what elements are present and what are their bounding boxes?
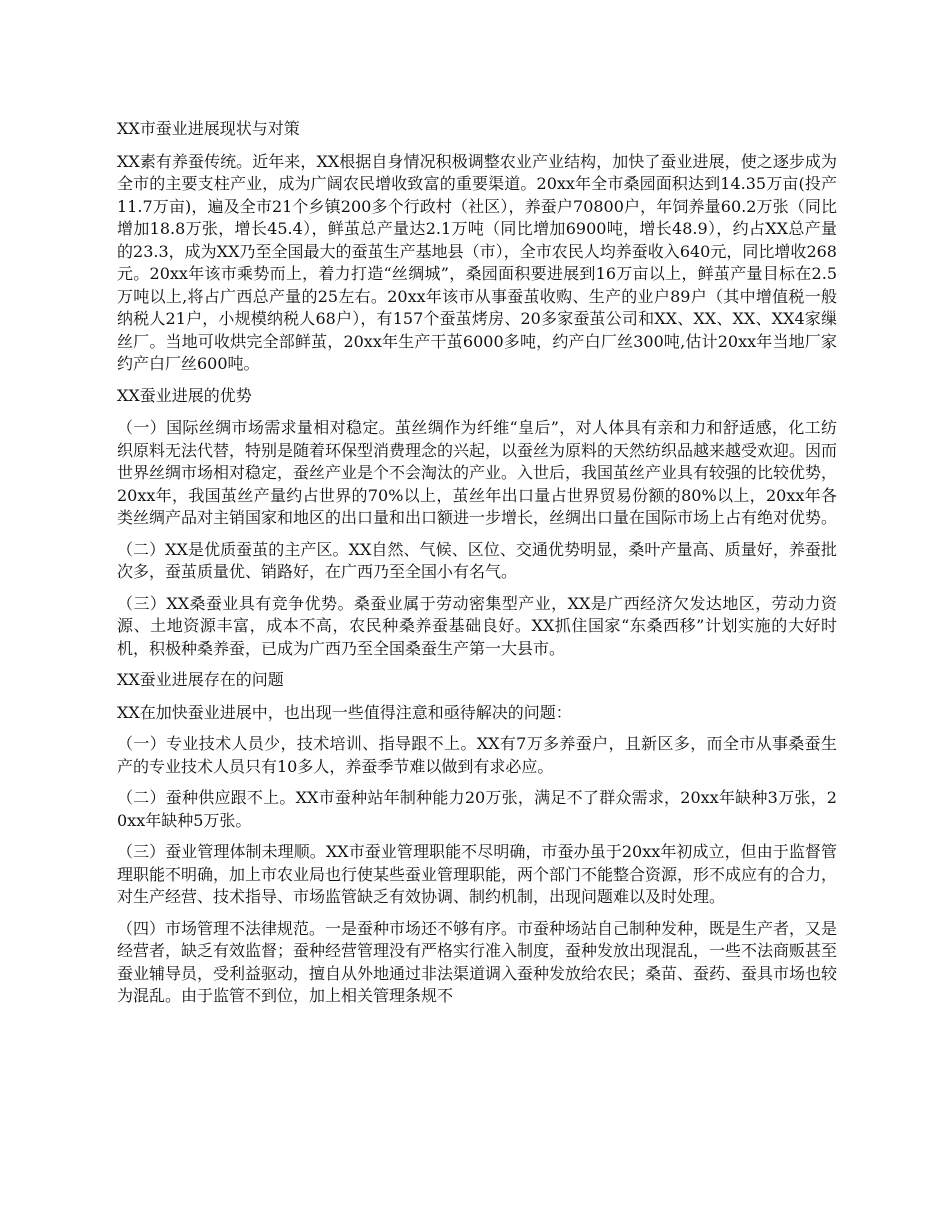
problems-intro-paragraph: XX在加快蚕业进展中，也出现一些值得注意和亟待解决的问题： — [117, 702, 572, 722]
problem-paragraph-1: （一）专业技术人员少，技术培训、指导跟不上。XX有7万多养蚕户，且新区多，而全市从事桑蚕生产的专业技术人员只有10多人，养蚕季节难以做到有求必应。 — [117, 734, 837, 776]
document-page — [117, 118, 837, 1017]
section-heading-advantages: XX蚕业进展的优势 — [117, 385, 252, 405]
advantage-paragraph-3: （三）XX桑蚕业具有竞争优势。桑蚕业属于劳动密集型产业，XX是广西经济欠发达地区，劳动力资源、土地资源丰富，成本不高，农民种桑养蚕基础良好。XX抓住国家“东桑西移”计划实施的大好时机，积极种桑养蚕，已成为广西乃至全国桑蚕生产第一大县市。 — [117, 593, 837, 658]
document-title: XX市蚕业进展现状与对策 — [117, 119, 300, 138]
intro-paragraph: XX素有养蚕传统。近年来，XX根据自身情况积极调整农业产业结构，加快了蚕业进展，使之逐步成为全市的主要支柱产业，成为广阔农民增收致富的重要渠道。20xx年全市桑园面积达到14.35万亩(投产11.7万亩)，遍及全市21个乡镇200多个行政村（社区），养蚕户70800户，年饲养量60.2万张（同比增加18.8万张，增长45.4），鲜茧总产量达2.1万吨（同比增加6900吨，增长48.9），约占XX总产量的23.3，成为XX乃至全国最大的蚕茧生产基地县（市），全市农民人均养蚕收入640元，同比增收268元。20xx年该市乘势而上，着力打造“丝绸城”，桑园面积要进展到16万亩以上，鲜茧产量目标在2.5万吨以上,将占广西总产量的25左右。20xx年该市从事蚕茧收购、生产的业户89户（其中增值税一般纳税人21户，小规模纳税人68户），有157个蚕茧烤房、20多家蚕茧公司和XX、XX、XX、XX4家缫丝厂。当地可收烘完全部鲜茧，20xx年生产干茧6000多吨，约产白厂丝300吨,估计20xx年当地厂家约产白厂丝600吨。 — [117, 151, 837, 373]
advantage-paragraph-1: （一）国际丝绸市场需求量相对稳定。茧丝绸作为纤维“皇后”，对人体具有亲和力和舒适感，化工纺织原料无法代替，特别是随着环保型消费理念的兴起，以蚕丝为原料的天然纺织品越来越受欢迎。因而世界丝绸市场相对稳定，蚕丝产业是个不会淘汰的产业。入世后，我国茧丝产业具有较强的比较优势，20xx年，我国茧丝产量约占世界的70%以上，茧丝年出口量占世界贸易份额的80%以上，20xx年各类丝绸产品对主销国家和地区的出口量和出口额进一步增长，丝绸出口量在国际市场上占有绝对优势。 — [117, 418, 838, 527]
section-heading-problems: XX蚕业进展存在的问题 — [117, 670, 284, 689]
problem-paragraph-4: （四）市场管理不法律规范。一是蚕种市场还不够有序。市蚕种场站自己制种发种，既是生产者，又是经营者，缺乏有效监督；蚕种经营管理没有严格实行准入制度，蚕种发放出现混乱，一些不法商贩甚至蚕业辅导员，受利益驱动，擅自从外地通过非法渠道调入蚕种发放给农民；桑苗、蚕药、蚕具市场也较为混乱。由于监管不到位，加上相关管理条规不 — [117, 918, 838, 1005]
problem-paragraph-2: （二）蚕种供应跟不上。XX市蚕种站年制种能力20万张，满足不了群众需求，20xx年缺种3万张，20xx年缺种5万张。 — [117, 788, 837, 830]
advantage-paragraph-2: （二）XX是优质蚕茧的主产区。XX自然、气候、区位、交通优势明显，桑叶产量高、质量好，养蚕批次多，蚕茧质量优、销路好，在广西乃至全国小有名气。 — [117, 539, 837, 581]
problem-paragraph-3: （三）蚕业管理体制未理顺。XX市蚕业管理职能不尽明确，市蚕办虽于20xx年初成立，但由于监督管理职能不明确，加上市农业局也行使某些蚕业管理职能，两个部门不能整合资源，形不成应有的合力，对生产经营、技术指导、市场监管缺乏有效协调、制约机制，出现问题难以及时处理。 — [117, 842, 838, 906]
